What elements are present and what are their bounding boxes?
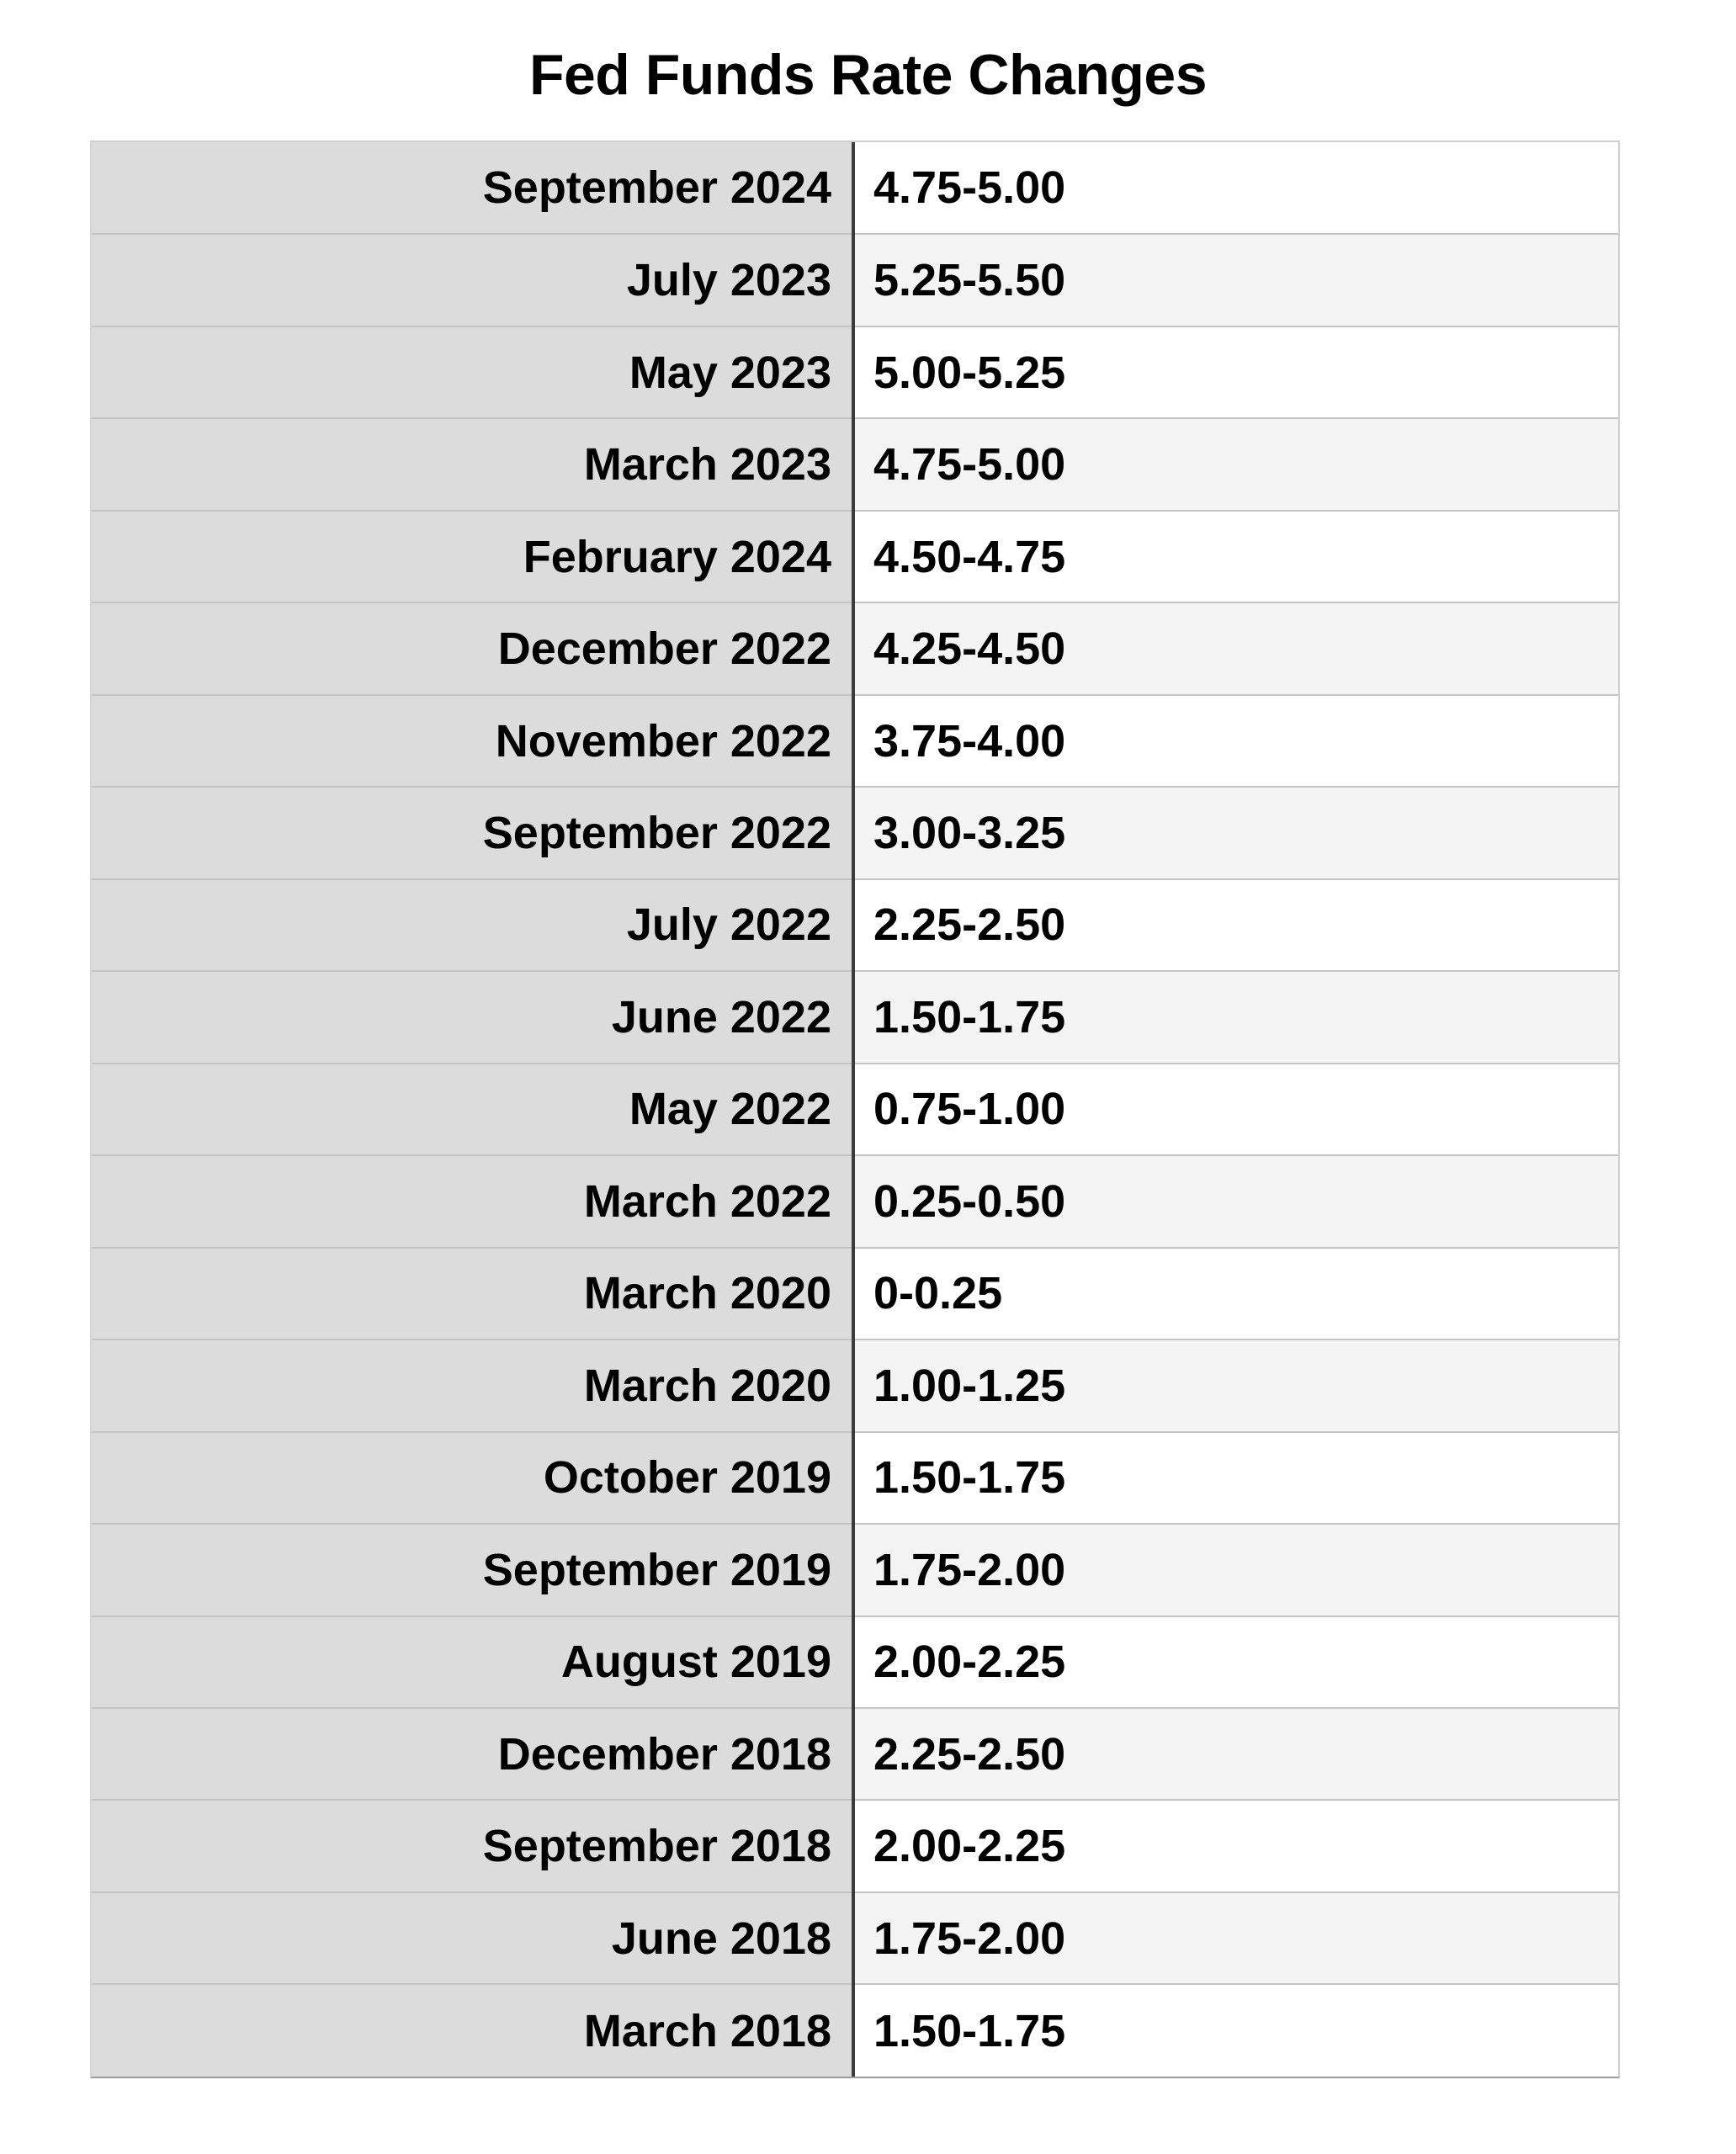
table-row: [92, 787, 1618, 878]
table-row: [92, 1155, 1618, 1247]
rate-cell: 3.00-3.25: [853, 787, 1618, 878]
rate-cell: 5.00-5.25: [853, 326, 1618, 418]
date-cell: June 2018: [92, 1892, 853, 1984]
table-row: [92, 234, 1618, 326]
rate-cell: 1.00-1.25: [853, 1340, 1618, 1431]
date-cell: June 2022: [92, 971, 853, 1063]
date-cell: December 2022: [92, 602, 853, 694]
table-row: [92, 418, 1618, 510]
rate-cell: 2.25-2.50: [853, 879, 1618, 971]
date-cell: May 2023: [92, 326, 853, 418]
rate-cell: 0-0.25: [853, 1248, 1618, 1340]
table-row: [92, 1984, 1618, 2077]
date-cell: May 2022: [92, 1064, 853, 1155]
rate-cell: 4.50-4.75: [853, 511, 1618, 602]
table-row: [92, 511, 1618, 602]
rate-cell: 3.75-4.00: [853, 695, 1618, 787]
date-cell: August 2019: [92, 1616, 853, 1708]
rate-table-grid: [92, 142, 1618, 2077]
date-cell: October 2019: [92, 1432, 853, 1524]
table-row: [92, 1432, 1618, 1524]
rate-cell: 1.50-1.75: [853, 1984, 1618, 2077]
rate-cell: 4.25-4.50: [853, 602, 1618, 694]
table-row: [92, 602, 1618, 694]
date-cell: March 2023: [92, 418, 853, 510]
table-row: [92, 326, 1618, 418]
rate-cell: 1.50-1.75: [853, 971, 1618, 1063]
table-row: [92, 879, 1618, 971]
table-row: [92, 1340, 1618, 1431]
rate-table-body: [92, 142, 1618, 2077]
table-row: [92, 695, 1618, 787]
rate-cell: 1.75-2.00: [853, 1524, 1618, 1616]
rate-cell: 2.00-2.25: [853, 1800, 1618, 1891]
rate-cell: 2.00-2.25: [853, 1616, 1618, 1708]
table-row: [92, 1800, 1618, 1891]
table-row: [92, 1524, 1618, 1616]
date-cell: March 2020: [92, 1340, 853, 1431]
date-cell: March 2020: [92, 1248, 853, 1340]
rate-cell: 1.75-2.00: [853, 1892, 1618, 1984]
date-cell: March 2018: [92, 1984, 853, 2077]
date-cell: November 2022: [92, 695, 853, 787]
date-cell: December 2018: [92, 1708, 853, 1800]
rate-cell: 4.75-5.00: [853, 142, 1618, 234]
table-row: [92, 142, 1618, 234]
page-title: Fed Funds Rate Changes: [528, 43, 1208, 107]
date-cell: March 2022: [92, 1155, 853, 1247]
table-row: [92, 1892, 1618, 1984]
table-row: [92, 971, 1618, 1063]
rate-cell: 1.50-1.75: [853, 1432, 1618, 1524]
table-row: [92, 1616, 1618, 1708]
date-cell: September 2022: [92, 787, 853, 878]
rate-cell: 0.25-0.50: [853, 1155, 1618, 1247]
rate-cell: 5.25-5.50: [853, 234, 1618, 326]
table-row: [92, 1064, 1618, 1155]
date-cell: February 2024: [92, 511, 853, 602]
date-cell: July 2023: [92, 234, 853, 326]
date-cell: September 2018: [92, 1800, 853, 1891]
date-cell: July 2022: [92, 879, 853, 971]
rate-cell: 0.75-1.00: [853, 1064, 1618, 1155]
date-cell: September 2019: [92, 1524, 853, 1616]
rate-cell: 4.75-5.00: [853, 418, 1618, 510]
table-row: [92, 1248, 1618, 1340]
date-cell: September 2024: [92, 142, 853, 234]
table-row: [92, 1708, 1618, 1800]
rate-table: [90, 141, 1620, 2078]
rate-cell: 2.25-2.50: [853, 1708, 1618, 1800]
